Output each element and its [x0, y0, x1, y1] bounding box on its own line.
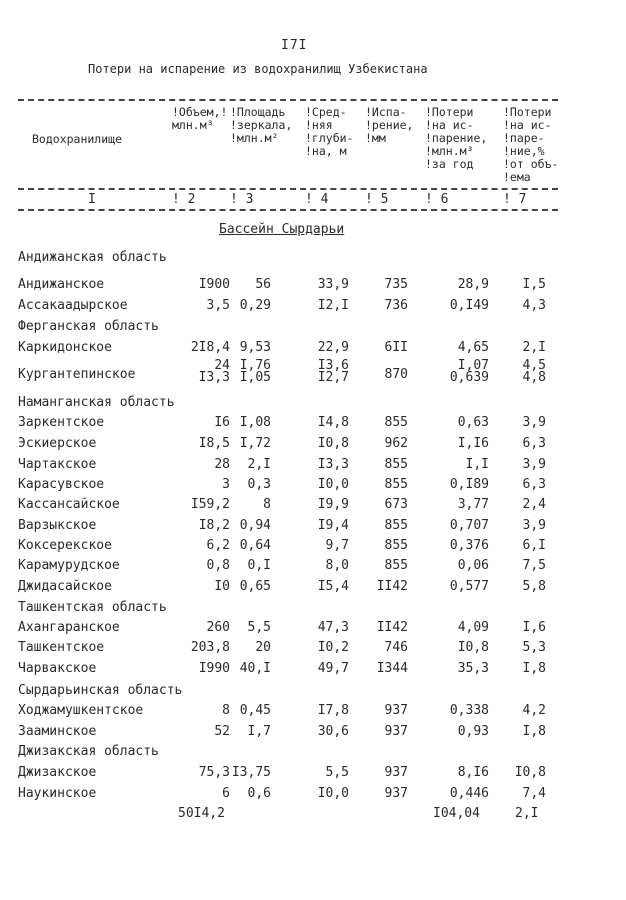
loss-percent-value: I,8	[522, 724, 546, 739]
column-number: I	[88, 192, 96, 207]
depth-value: I3,3	[317, 457, 349, 472]
volume-value: 6,2	[206, 538, 230, 553]
table-row	[0, 298, 626, 318]
evaporation-value: 962	[384, 436, 408, 451]
loss-value: 0,376	[449, 538, 489, 553]
area-value: 5,5	[247, 620, 271, 635]
table-row	[0, 457, 626, 477]
table-row	[0, 640, 626, 660]
volume-value: I900	[198, 277, 230, 292]
table-rule-top	[18, 99, 558, 101]
reservoir-name: Чарвакское	[18, 661, 97, 676]
depth-value: I0,0	[317, 477, 349, 492]
area-value: 9,53	[239, 340, 271, 355]
total-loss-percent: 2,I	[515, 806, 539, 821]
loss-value: I,I	[465, 457, 489, 472]
header-depth: !Сред- !няя !глуби- !на, м	[305, 105, 354, 158]
evaporation-value: 855	[384, 558, 408, 573]
loss-percent-value: 2,I	[522, 340, 546, 355]
reservoir-name: Коксерекское	[18, 538, 112, 553]
table-row	[0, 538, 626, 558]
loss-percent-value: 5,8	[522, 579, 546, 594]
table-row	[0, 558, 626, 578]
volume-value: I59,2	[190, 497, 230, 512]
page-number: I7I	[281, 38, 308, 53]
loss-value: 0,I49	[449, 298, 489, 313]
reservoir-name: Ассакаадырское	[18, 298, 128, 313]
reservoir-name: Ходжамушкентское	[18, 703, 144, 718]
reservoir-name: Варзыкское	[18, 518, 97, 533]
volume-value: 75,3	[198, 765, 230, 780]
area-value: I,08	[239, 415, 271, 430]
volume-value: 24 I3,3	[198, 358, 230, 385]
volume-value: I6	[214, 415, 230, 430]
region-label: Ташкентская область	[18, 600, 167, 615]
area-value: 0,6	[247, 786, 271, 801]
evaporation-value: 855	[384, 518, 408, 533]
depth-value: I3,6 I2,7	[317, 358, 349, 385]
loss-percent-value: I,8	[522, 661, 546, 676]
depth-value: I5,4	[317, 579, 349, 594]
area-value: I,72	[239, 436, 271, 451]
column-number: ! 5	[365, 192, 389, 207]
volume-value: 0,8	[206, 558, 230, 573]
reservoir-name: Ташкентское	[18, 640, 105, 655]
header-loss: !Потери !на ис- !парение, !млн.м³ !за год	[425, 105, 488, 171]
table-rule-header-bottom	[18, 188, 558, 190]
volume-value: 2I8,4	[190, 340, 230, 355]
depth-value: 30,6	[317, 724, 349, 739]
column-number: ! 6	[425, 192, 449, 207]
evaporation-value: II42	[376, 579, 408, 594]
evaporation-value: 937	[384, 786, 408, 801]
volume-value: 3	[222, 477, 230, 492]
table-row	[0, 415, 626, 435]
volume-value: 203,8	[190, 640, 230, 655]
loss-percent-value: I0,8	[514, 765, 546, 780]
table-row	[0, 277, 626, 297]
loss-percent-value: 5,3	[522, 640, 546, 655]
table-row	[0, 579, 626, 599]
volume-value: I8,2	[198, 518, 230, 533]
loss-percent-value: 6,3	[522, 436, 546, 451]
table-row	[0, 765, 626, 785]
loss-value: 0,93	[457, 724, 489, 739]
evaporation-value: 746	[384, 640, 408, 655]
area-value: 20	[255, 640, 271, 655]
loss-value: 0,338	[449, 703, 489, 718]
area-value: 0,65	[239, 579, 271, 594]
volume-value: 260	[206, 620, 230, 635]
region-label: Андижанская область	[18, 250, 167, 265]
evaporation-value: 937	[384, 765, 408, 780]
table-row	[0, 786, 626, 806]
loss-percent-value: 3,9	[522, 457, 546, 472]
evaporation-value: 855	[384, 477, 408, 492]
depth-value: I7,8	[317, 703, 349, 718]
evaporation-value: II42	[376, 620, 408, 635]
volume-value: 52	[214, 724, 230, 739]
column-number: ! 2	[172, 192, 196, 207]
reservoir-name: Эскиерское	[18, 436, 97, 451]
loss-percent-value: 3,9	[522, 518, 546, 533]
document-title: Потери на испарение из водохранилищ Узбекистана	[88, 62, 428, 76]
depth-value: 49,7	[317, 661, 349, 676]
reservoir-name: Андижанское	[18, 277, 105, 292]
area-value: 0,94	[239, 518, 271, 533]
area-value: 8	[263, 497, 271, 512]
loss-percent-value: 6,3	[522, 477, 546, 492]
depth-value: I0,8	[317, 436, 349, 451]
area-value: I3,75	[231, 765, 271, 780]
header-name: Водохранилище	[32, 132, 123, 146]
loss-value: 0,63	[457, 415, 489, 430]
area-value: I,76 I,05	[239, 358, 271, 385]
evaporation-value: 673	[384, 497, 408, 512]
loss-value: 35,3	[457, 661, 489, 676]
loss-percent-value: I,5	[522, 277, 546, 292]
evaporation-value: 6II	[384, 340, 408, 355]
area-value: 2,I	[247, 457, 271, 472]
loss-percent-value: 4,2	[522, 703, 546, 718]
reservoir-name: Наукинское	[18, 786, 97, 801]
loss-value: 28,9	[457, 277, 489, 292]
loss-value: 0,577	[449, 579, 489, 594]
loss-value: 8,I6	[457, 765, 489, 780]
evaporation-value: 937	[384, 724, 408, 739]
depth-value: 8,0	[325, 558, 349, 573]
reservoir-name: Джизакское	[18, 765, 97, 780]
volume-value: 6	[222, 786, 230, 801]
area-value: 0,29	[239, 298, 271, 313]
region-label: Ферганская область	[18, 319, 159, 334]
region-label: Наманганская область	[18, 395, 175, 410]
reservoir-name: Кассансайское	[18, 497, 120, 512]
table-row	[0, 360, 626, 388]
loss-value: 4,09	[457, 620, 489, 635]
table-row	[0, 620, 626, 640]
depth-value: I0,2	[317, 640, 349, 655]
loss-value: I0,8	[457, 640, 489, 655]
depth-value: 47,3	[317, 620, 349, 635]
table-row	[0, 518, 626, 538]
evaporation-value: 855	[384, 415, 408, 430]
reservoir-name: Карамурудское	[18, 558, 120, 573]
reservoir-name: Джидасайское	[18, 579, 112, 594]
table-rule-numbers-bottom	[18, 209, 558, 211]
depth-value: I0,0	[317, 786, 349, 801]
evaporation-value: 937	[384, 703, 408, 718]
evaporation-value: 735	[384, 277, 408, 292]
loss-value: 4,65	[457, 340, 489, 355]
loss-value: 0,707	[449, 518, 489, 533]
reservoir-name: Карасувское	[18, 477, 105, 492]
reservoir-name: Чартакское	[18, 457, 97, 472]
volume-value: 8	[222, 703, 230, 718]
table-row	[0, 661, 626, 681]
evaporation-value: 855	[384, 457, 408, 472]
area-value: 0,3	[247, 477, 271, 492]
loss-value: 0,I89	[449, 477, 489, 492]
loss-percent-value: 6,I	[522, 538, 546, 553]
area-value: 0,45	[239, 703, 271, 718]
depth-value: 5,5	[325, 765, 349, 780]
loss-percent-value: 7,5	[522, 558, 546, 573]
region-label: Сырдарьинская область	[18, 683, 183, 698]
table-row	[0, 340, 626, 360]
table-row	[0, 477, 626, 497]
area-value: 40,I	[239, 661, 271, 676]
evaporation-value: 736	[384, 298, 408, 313]
volume-value: 3,5	[206, 298, 230, 313]
loss-value: 0,446	[449, 786, 489, 801]
column-number: ! 7	[503, 192, 527, 207]
loss-percent-value: 4,3	[522, 298, 546, 313]
loss-value: I,07 0,639	[449, 358, 489, 385]
evaporation-value: 855	[384, 538, 408, 553]
reservoir-name: Кургантепинское	[18, 367, 136, 382]
reservoir-name: Заaминское	[18, 724, 97, 739]
header-area: !Площадь !зеркала, !млн.м²	[230, 105, 293, 145]
depth-value: I9,9	[317, 497, 349, 512]
depth-value: 33,9	[317, 277, 349, 292]
header-volume: !Объем,! млн.м³	[172, 105, 228, 132]
volume-value: I0	[214, 579, 230, 594]
volume-value: 28	[214, 457, 230, 472]
area-value: 0,64	[239, 538, 271, 553]
basin-heading: Бассейн Сырдарьи	[219, 222, 345, 237]
reservoir-name: Каркидонское	[18, 340, 112, 355]
reservoir-name: Заркентское	[18, 415, 105, 430]
volume-value: I8,5	[198, 436, 230, 451]
area-value: 56	[255, 277, 271, 292]
table-row	[0, 724, 626, 744]
table-row	[0, 436, 626, 456]
header-evap: !Испа- !рение, !мм	[365, 105, 414, 145]
loss-value: 3,77	[457, 497, 489, 512]
header-loss-pct: !Потери !на ис- !паре- !ние,% !от объ- !ема	[503, 105, 559, 184]
depth-value: 9,7	[325, 538, 349, 553]
loss-percent-value: 7,4	[522, 786, 546, 801]
evaporation-value: I344	[376, 661, 408, 676]
loss-percent-value: 4,5 4,8	[522, 358, 546, 385]
loss-percent-value: 2,4	[522, 497, 546, 512]
loss-percent-value: 3,9	[522, 415, 546, 430]
depth-value: I9,4	[317, 518, 349, 533]
reservoir-name: Ахангаранское	[18, 620, 120, 635]
column-number: ! 3	[230, 192, 254, 207]
loss-percent-value: I,6	[522, 620, 546, 635]
depth-value: I2,I	[317, 298, 349, 313]
column-number: ! 4	[305, 192, 329, 207]
total-loss: I04,04	[433, 806, 480, 821]
area-value: I,7	[247, 724, 271, 739]
area-value: 0,I	[247, 558, 271, 573]
depth-value: I4,8	[317, 415, 349, 430]
evaporation-value: 870	[384, 367, 408, 382]
table-row	[0, 703, 626, 723]
loss-value: 0,06	[457, 558, 489, 573]
region-label: Джизакская область	[18, 744, 159, 759]
volume-value: I990	[198, 661, 230, 676]
total-volume: 50I4,2	[178, 806, 225, 821]
depth-value: 22,9	[317, 340, 349, 355]
table-row	[0, 497, 626, 517]
loss-value: I,I6	[457, 436, 489, 451]
